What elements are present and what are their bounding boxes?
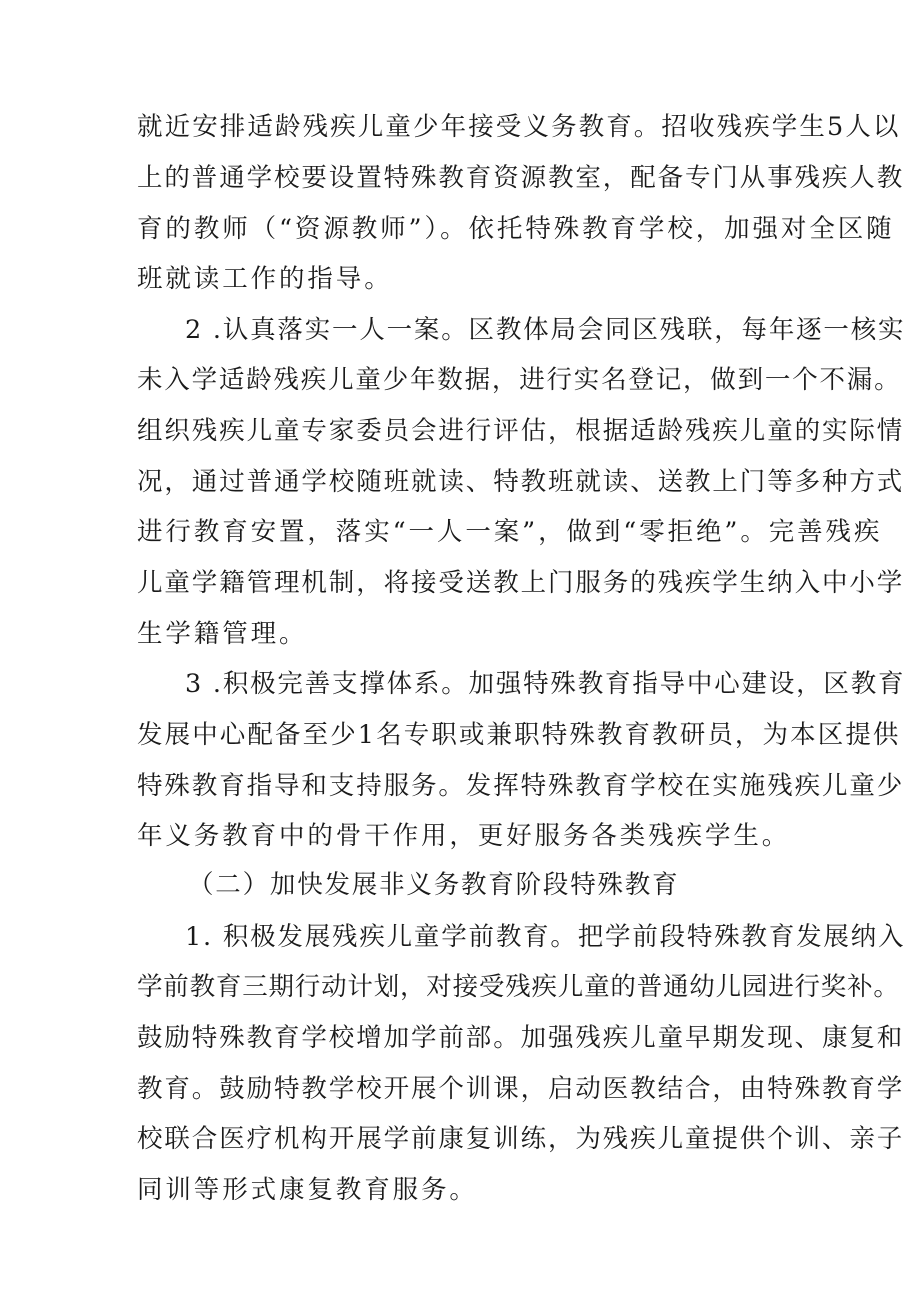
- text-line: 学前教育三期行动计划，对接受残疾儿童的普通幼儿园进行奖补。: [137, 972, 900, 1002]
- text-line: 上的普通学校要设置特殊教育资源教室，配备专门从事残疾人教: [137, 163, 905, 193]
- heading-line: （二）加快发展非义务教育阶段特殊教育: [188, 870, 680, 900]
- text-line: 生学籍管理。: [137, 619, 308, 649]
- text-line: 年义务教育中的骨干作用，更好服务各类残疾学生。: [137, 821, 791, 851]
- text-line: 班就读工作的指导。: [137, 264, 393, 294]
- text-line: 鼓励特殊教育学校增加学前部。加强残疾儿童早期发现、康复和: [137, 1023, 905, 1053]
- text-line: 况，通过普通学校随班就读、特教班就读、送教上门等多种方式: [137, 467, 905, 497]
- text-line: 特殊教育指导和支持服务。发挥特殊教育学校在实施残疾儿童少: [137, 771, 905, 801]
- text-line: 教育。鼓励特教学校开展个训课，启动医教结合，由特殊教育学: [137, 1074, 905, 1104]
- text-line: 发展中心配备至少1名专职或兼职特殊教育教研员，为本区提供: [137, 720, 901, 750]
- text-line: 组织残疾儿童专家委员会进行评估，根据适龄残疾儿童的实际情: [137, 416, 905, 446]
- text-line: 就近安排适龄残疾儿童少年接受义务教育。招收残疾学生5人以: [137, 112, 901, 142]
- text-line: 3 .积极完善支撑体系。加强特殊教育指导中心建设，区教育: [185, 669, 906, 699]
- text-line: 2 .认真落实一人一案。区教体局会同区残联，每年逐一核实: [185, 315, 906, 345]
- text-line: 进行教育安置，落实“一人一案”，做到“零拒绝”。完善残疾: [137, 517, 883, 547]
- text-line: 校联合医疗机构开展学前康复训练，为残疾儿童提供个训、亲子: [137, 1124, 905, 1154]
- text-line: 同训等形式康复教育服务。: [137, 1175, 478, 1205]
- text-line: 1. 积极发展残疾儿童学前教育。把学前段特殊教育发展纳入: [185, 922, 906, 952]
- text-line: 未入学适龄残疾儿童少年数据，进行实名登记，做到一个不漏。: [137, 365, 902, 395]
- text-line: 育的教师（“资源教师”）。依托特殊教育学校，加强对全区随: [137, 214, 895, 244]
- text-line: 儿童学籍管理机制，将接受送教上门服务的残疾学生纳入中小学: [137, 568, 905, 598]
